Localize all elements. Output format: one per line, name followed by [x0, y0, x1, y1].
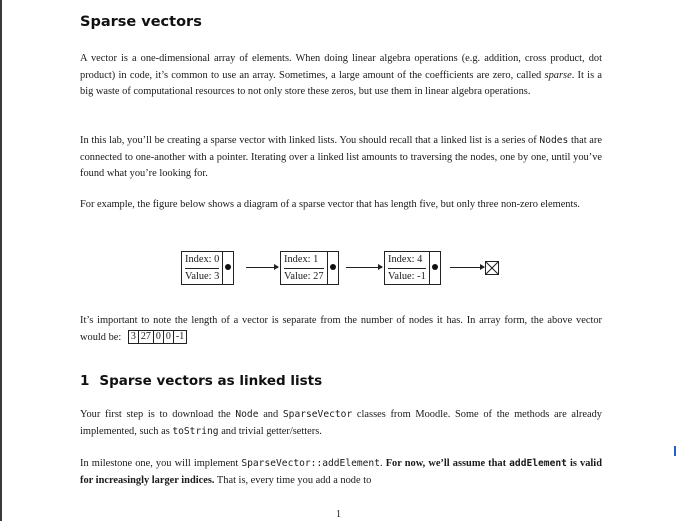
tostring-code: toString — [172, 425, 219, 437]
pointer-arrow — [346, 267, 382, 268]
array-form — [128, 330, 187, 344]
node-index: Index: 1 — [284, 252, 324, 269]
sparsevector-class-code: SparseVector — [282, 409, 353, 420]
intro-p2-code: Nodes — [539, 135, 569, 146]
node-value: Value: 27 — [284, 271, 324, 282]
intro-p1-tail: . It is a big waste of computational resources to not only store these zeros, but use them in linear algebra operations. — [80, 69, 603, 97]
section-paragraph-2 — [80, 456, 602, 489]
section-p2-bold-a: For now, we’ll assume that — [385, 458, 507, 469]
array-cell: 0 — [154, 331, 164, 343]
section-p2-text-a: In milestone one, you will implement — [80, 458, 239, 469]
addelement-bold-code: addElement — [509, 458, 567, 469]
array-cell: 3 — [129, 331, 139, 343]
section-number: 1 — [80, 373, 90, 389]
node-index: Index: 4 — [388, 252, 426, 269]
array-cell: -1 — [175, 331, 185, 343]
null-terminator-icon — [485, 261, 499, 275]
section-p1-and: and — [263, 409, 279, 420]
note-paragraph — [80, 313, 602, 346]
node-value: Value: 3 — [185, 271, 220, 282]
node-class-code: Node — [235, 409, 259, 420]
section-p1-text-c: and trivial getter/setters. — [221, 425, 322, 437]
section-paragraph-1 — [80, 407, 602, 440]
node-pointer — [328, 252, 338, 284]
list-node-0 — [181, 251, 234, 285]
section-p2-period: . — [379, 458, 383, 469]
intro-p2-text-b: that are connected to one-another with a pointer. Iterating over a linked list amounts to traversing the nodes, one by one, until you’ve found what you’re looking for. — [80, 135, 602, 179]
intro-p1-text: A vector is a one-dimensional array of elements. When doing linear algebra operations (e.g. addition, cross product, dot product) in code, it’s common to use an array. Sometimes, a large amount of the coefficients are zero, called — [80, 53, 602, 81]
node-index: Index: 0 — [185, 252, 219, 269]
intro-paragraph-3: For example, the figure below shows a diagram of a sparse vector that has length five, but only three non-zero elements. — [80, 199, 581, 210]
pointer-arrow — [246, 267, 278, 268]
section-p2-text-c: That is, every time you add a node to — [216, 474, 372, 486]
section-p1-text-b: classes from Moodle. Some of the methods are already implemented, such as — [80, 409, 602, 437]
page-left-edge — [0, 0, 2, 521]
section-heading — [80, 373, 322, 389]
addelement-method-code: SparseVector::addElement — [241, 458, 380, 469]
intro-paragraph-2 — [80, 133, 602, 183]
list-node-1 — [280, 251, 339, 285]
pointer-arrow — [450, 267, 484, 268]
section-title: Sparse vectors as linked lists — [99, 373, 323, 389]
node-pointer — [223, 252, 233, 284]
intro-p2-text-a: In this lab, you’ll be creating a sparse vector with linked lists. You should recall that a linked list is a series of — [80, 135, 537, 146]
list-node-2 — [384, 251, 441, 285]
page-title: Sparse vectors — [80, 14, 202, 30]
array-cell: 0 — [164, 331, 174, 343]
node-value: Value: -1 — [388, 271, 426, 282]
array-cell: 27 — [139, 331, 154, 343]
node-pointer — [430, 252, 440, 284]
intro-paragraph-1 — [80, 51, 602, 101]
page-number: 1 — [336, 509, 341, 520]
note-text: It’s important to note the length of a vector is separate from the number of nodes it has. In array form, the above vector would be: — [80, 315, 602, 343]
section-p2-bold-b: is valid for increasingly larger indices. — [80, 458, 602, 486]
section-p1-text-a: Your first step is to download the — [80, 409, 231, 420]
intro-p1-emphasis: sparse — [544, 69, 572, 81]
